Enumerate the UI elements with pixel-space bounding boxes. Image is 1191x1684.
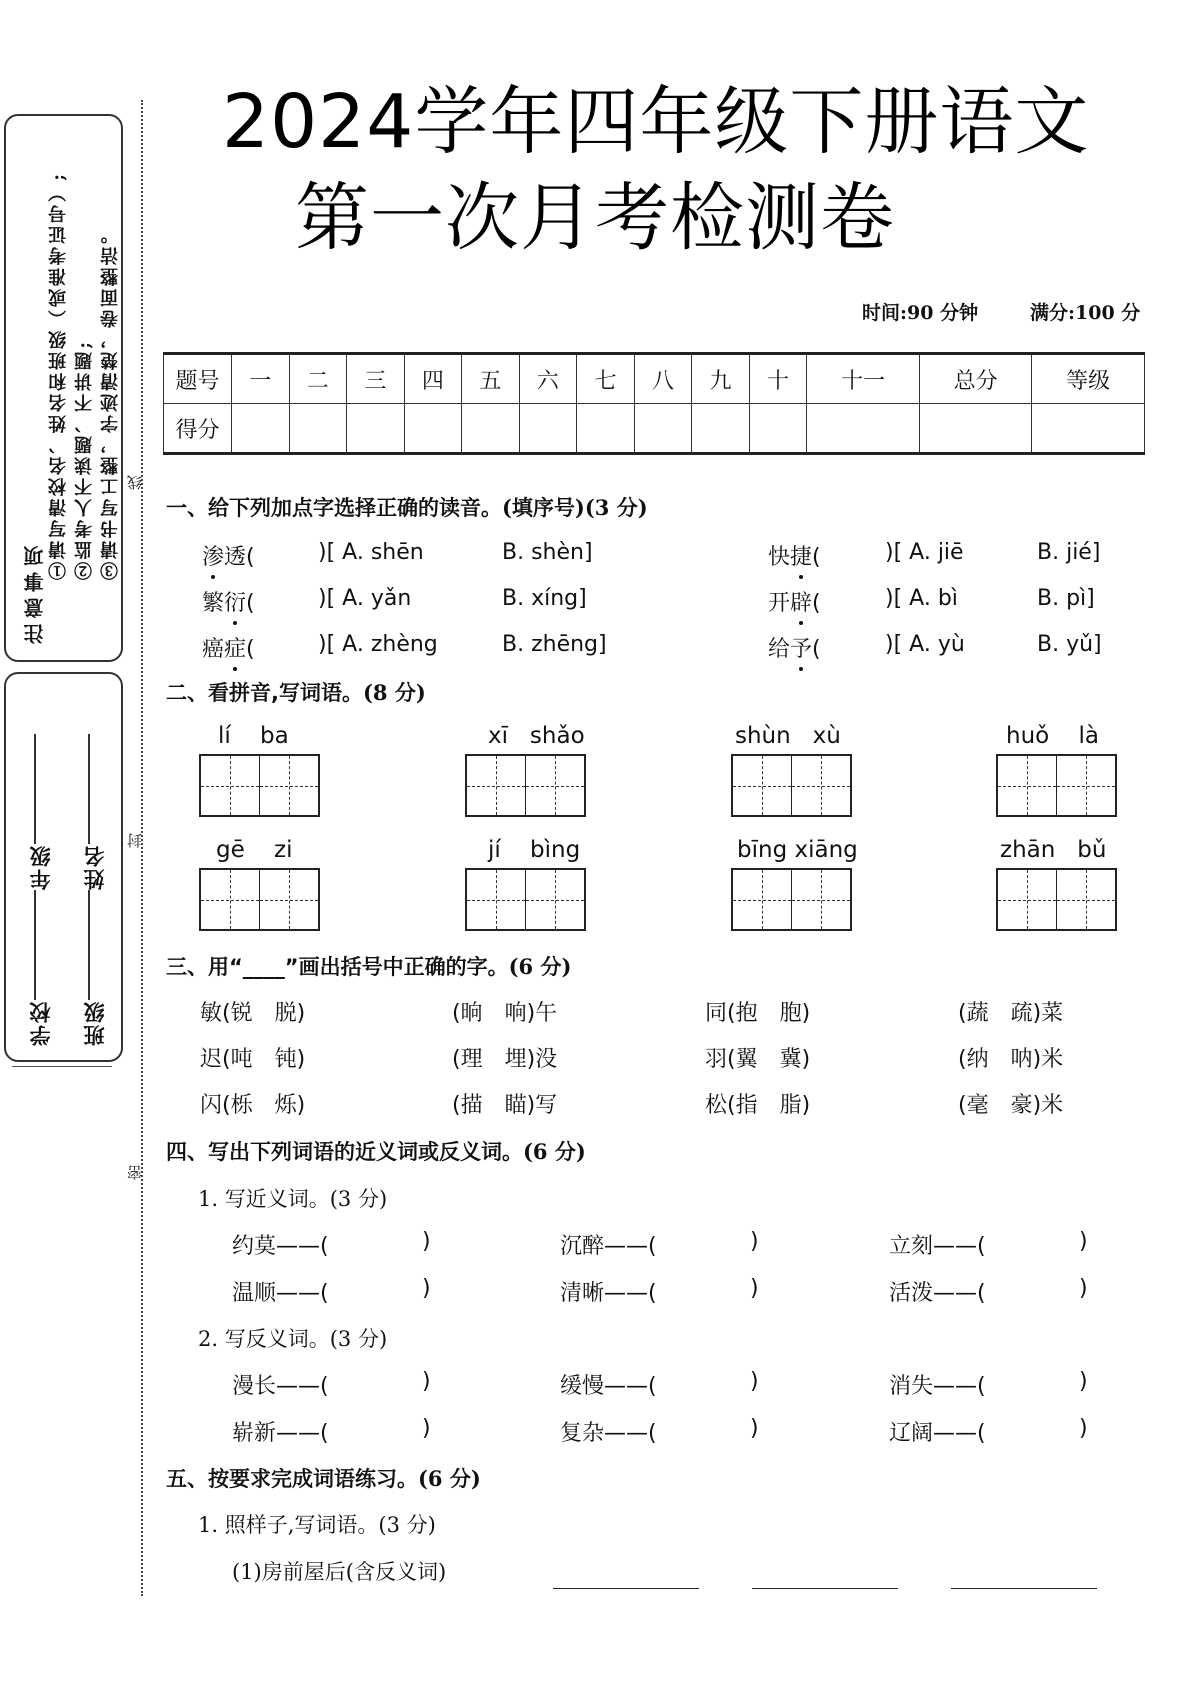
s1-item-4: 快捷( [768, 540, 821, 571]
s4-ant-5-close: ) [750, 1416, 759, 1441]
cut-line [141, 100, 143, 1596]
s4-ant-4: 崭新——( [232, 1421, 329, 1446]
score-cell[interactable] [634, 404, 692, 454]
s4-ant-4-close: ) [422, 1416, 431, 1441]
notes-box [4, 114, 123, 662]
s4-syn-4: 温顺——( [232, 1281, 329, 1306]
name-label: 姓名 [82, 844, 107, 890]
s4-syn-3-close: ) [1079, 1229, 1088, 1254]
col-3: 三 [347, 354, 405, 404]
col-9: 九 [692, 354, 750, 404]
score-cell[interactable] [289, 404, 347, 454]
writing-grid-3[interactable] [731, 754, 852, 817]
s1-item-1: 渗透( [202, 540, 255, 571]
dotted-char: 予 [790, 632, 812, 663]
s1-item-5: 开辟( [768, 586, 821, 617]
option-a: A. jiē [909, 540, 964, 565]
s4-syn-3: 立刻——( [889, 1234, 986, 1259]
option-a: A. shēn [342, 540, 424, 565]
s3-item-6[interactable]: (理 埋)没 [452, 1047, 558, 1072]
pinyin-1: lí ba [218, 723, 289, 749]
dotted-char: 衍 [224, 586, 246, 617]
header-label: 题号 [164, 354, 232, 404]
s1-item-1-word: 渗透 [202, 545, 246, 570]
score-cell[interactable] [462, 404, 520, 454]
exam-time: 时间:90 分钟 [862, 302, 979, 324]
section-1-points: (填序号)(3 分) [502, 495, 648, 520]
notes-label: 注意事项 [23, 540, 47, 644]
s4-syn-6: 活泼——( [889, 1281, 986, 1306]
section-3-title: 三、用“____”画出括号中正确的字。(6 分) [166, 954, 572, 979]
grade-field[interactable] [35, 734, 37, 844]
s1-item-5-word: 开辟 [768, 591, 812, 616]
option-a: A. zhèng [342, 632, 438, 657]
dotted-char: 渗 [202, 540, 224, 571]
s4-ant-3: 消失——( [889, 1374, 986, 1399]
s1-item-3-options: )[ A. zhèng [318, 632, 438, 657]
student-info-box [4, 672, 123, 1062]
score-table-header-row [164, 354, 1145, 404]
answer-line-3[interactable] [951, 1588, 1097, 1589]
score-table [163, 352, 1145, 455]
dotted-char: 症 [224, 632, 246, 663]
s1-item-2: 繁衍( [202, 586, 255, 617]
s4-ant-1-close: ) [422, 1369, 431, 1394]
writing-grid-5[interactable] [199, 868, 320, 931]
option-a: A. bì [909, 586, 958, 611]
s1-item-6-word: 给予 [768, 637, 812, 662]
score-cell[interactable] [807, 404, 920, 454]
grade-label: 年级 [28, 844, 53, 890]
section-4-title: 四、写出下列词语的近义词或反义词。(6 分) [166, 1139, 586, 1164]
s4-ant-6: 辽阔——( [889, 1421, 986, 1446]
pinyin-6: jí bìng [488, 837, 581, 863]
section-5-title: 五、按要求完成词语练习。(6 分) [166, 1466, 481, 1491]
option-a: A. yù [909, 632, 965, 657]
pinyin-8: zhān bǔ [1000, 837, 1107, 863]
cut-word-line: 线 [126, 475, 144, 490]
s1-item-5-option-b: B. pì] [1037, 586, 1095, 611]
col-10: 十 [749, 354, 807, 404]
section-1-title [166, 492, 648, 522]
s3-item-11[interactable]: 松(指 脂) [705, 1093, 811, 1118]
s4-ant-6-close: ) [1079, 1416, 1088, 1441]
col-4: 四 [404, 354, 462, 404]
s3-item-10[interactable]: (描 瞄)写 [452, 1093, 558, 1118]
s4-syn-2-close: ) [750, 1229, 759, 1254]
col-11: 十一 [807, 354, 920, 404]
col-1: 一 [232, 354, 290, 404]
score-cell[interactable] [519, 404, 577, 454]
writing-grid-2[interactable] [465, 754, 586, 817]
pinyin-7: bīng xiāng [737, 837, 858, 863]
col-grade: 等级 [1032, 354, 1145, 404]
s1-item-3: 癌症( [202, 632, 255, 663]
score-cell[interactable] [692, 404, 750, 454]
col-2: 二 [289, 354, 347, 404]
s3-item-7[interactable]: 羽(翼 冀) [705, 1047, 811, 1072]
score-cell[interactable] [577, 404, 635, 454]
score-cell[interactable] [232, 404, 290, 454]
writing-grid-1[interactable] [199, 754, 320, 817]
cut-word-secret: 密 [126, 1165, 144, 1180]
s4-syn-6-close: ) [1079, 1276, 1088, 1301]
pinyin-4: huǒ là [1006, 723, 1099, 749]
writing-grid-6[interactable] [465, 868, 586, 931]
dotted-char: 辟 [790, 586, 812, 617]
score-label: 得分 [164, 404, 232, 454]
s3-item-1[interactable]: 敏(锐 脱) [200, 1001, 306, 1026]
s5-item-1: (1)房前屋后(含反义词) [232, 1560, 447, 1584]
s4-syn-1: 约莫——( [232, 1234, 329, 1259]
pinyin-2: xī shǎo [488, 723, 585, 749]
writing-grid-7[interactable] [731, 868, 852, 931]
score-table-score-row [164, 404, 1145, 454]
s4-sub1-title: 1. 写近义词。(3 分) [198, 1187, 388, 1211]
col-7: 七 [577, 354, 635, 404]
s4-ant-2-close: ) [750, 1369, 759, 1394]
note-2: ②监考人不读题、不讲题; [74, 339, 95, 580]
student-info-row-2 [80, 734, 110, 1046]
s1-item-4-options: )[ A. jiē [885, 540, 964, 565]
s4-ant-1: 漫长——( [232, 1374, 329, 1399]
section-4-points: (6 分) [523, 1139, 586, 1164]
dotted-char: 捷 [790, 540, 812, 571]
title-line-1: 2024学年四年级下册语文 [222, 79, 1090, 165]
exam-full-score: 满分:100 分 [1030, 302, 1141, 324]
note-1: ①请写清校名、姓名和班级（或准考证号）; [48, 171, 69, 580]
name-field[interactable] [89, 734, 91, 844]
writing-grid-8[interactable] [996, 868, 1117, 931]
pinyin-3: shùn xù [735, 723, 841, 749]
section-2-points: (8 分) [362, 680, 426, 705]
s1-item-3-option-b: B. zhēng] [502, 632, 607, 657]
col-8: 八 [634, 354, 692, 404]
s1-item-1-option-b: B. shèn] [502, 540, 593, 565]
s3-item-8[interactable]: (纳 呐)米 [958, 1047, 1064, 1072]
option-a: A. yǎn [342, 586, 412, 611]
s1-item-5-options: )[ A. bì [885, 586, 958, 611]
answer-line-2[interactable] [752, 1588, 898, 1589]
s3-item-12[interactable]: (毫 豪)米 [958, 1093, 1064, 1118]
s4-sub2-title: 2. 写反义词。(3 分) [198, 1327, 388, 1351]
score-cell[interactable] [347, 404, 405, 454]
s4-ant-3-close: ) [1079, 1369, 1088, 1394]
s4-syn-1-close: ) [422, 1229, 431, 1254]
s3-item-3[interactable]: 同(抱 胞) [705, 1001, 811, 1026]
s1-item-1-options: )[ A. shēn [318, 540, 424, 565]
score-cell[interactable] [1032, 404, 1145, 454]
s4-syn-5-close: ) [750, 1276, 759, 1301]
s1-item-6-option-b: B. yǔ] [1037, 632, 1102, 657]
s1-item-6-options: )[ A. yù [885, 632, 965, 657]
score-cell[interactable] [919, 404, 1032, 454]
title-line-2: 第一次月考检测卷 [295, 175, 895, 261]
s4-syn-5: 清晰——( [560, 1281, 657, 1306]
s3-item-5[interactable]: 迟(吨 钝) [200, 1047, 306, 1072]
s3-item-9[interactable]: 闪(栎 烁) [200, 1093, 306, 1118]
s1-item-3-word: 癌症 [202, 637, 246, 662]
side-divider [12, 1066, 112, 1067]
s4-ant-5: 复杂——( [560, 1421, 657, 1446]
school-field[interactable] [35, 890, 37, 1000]
s4-ant-2: 缓慢——( [560, 1374, 657, 1399]
class-field[interactable] [89, 890, 91, 1000]
section-1-title-text: 一、给下列加点字选择正确的读音。 [166, 496, 502, 520]
pinyin-5: gē zi [216, 837, 293, 863]
student-info-row-1 [26, 734, 56, 1046]
col-5: 五 [462, 354, 520, 404]
class-label: 班级 [82, 1000, 107, 1046]
s4-syn-4-close: ) [422, 1276, 431, 1301]
s1-item-4-word: 快捷 [768, 545, 812, 570]
s1-item-2-option-b: B. xíng] [502, 586, 587, 611]
section-5-points: (6 分) [418, 1466, 481, 1491]
s5-sub1-title: 1. 照样子,写词语。(3 分) [198, 1513, 436, 1537]
s1-item-6: 给予( [768, 632, 821, 663]
s1-item-4-option-b: B. jié] [1037, 540, 1101, 565]
cut-word-seal: 封 [126, 833, 144, 848]
col-total: 总分 [919, 354, 1032, 404]
section-2-title: 二、看拼音,写词语。(8 分) [166, 680, 426, 705]
col-6: 六 [519, 354, 577, 404]
s3-item-2[interactable]: (晌 响)午 [452, 1001, 558, 1026]
answer-line-1[interactable] [553, 1588, 699, 1589]
note-3: ③请书写工整，字迹清楚，卷面整洁。 [100, 223, 121, 580]
s1-item-2-word: 繁衍 [202, 591, 246, 616]
s3-item-4[interactable]: (蔬 疏)菜 [958, 1001, 1064, 1026]
section-3-points: (6 分) [508, 954, 572, 979]
score-cell[interactable] [404, 404, 462, 454]
score-cell[interactable] [749, 404, 807, 454]
school-label: 学校 [28, 1000, 53, 1046]
writing-grid-4[interactable] [996, 754, 1117, 817]
s4-syn-2: 沉醉——( [560, 1234, 657, 1259]
s1-item-2-options: )[ A. yǎn [318, 586, 412, 611]
